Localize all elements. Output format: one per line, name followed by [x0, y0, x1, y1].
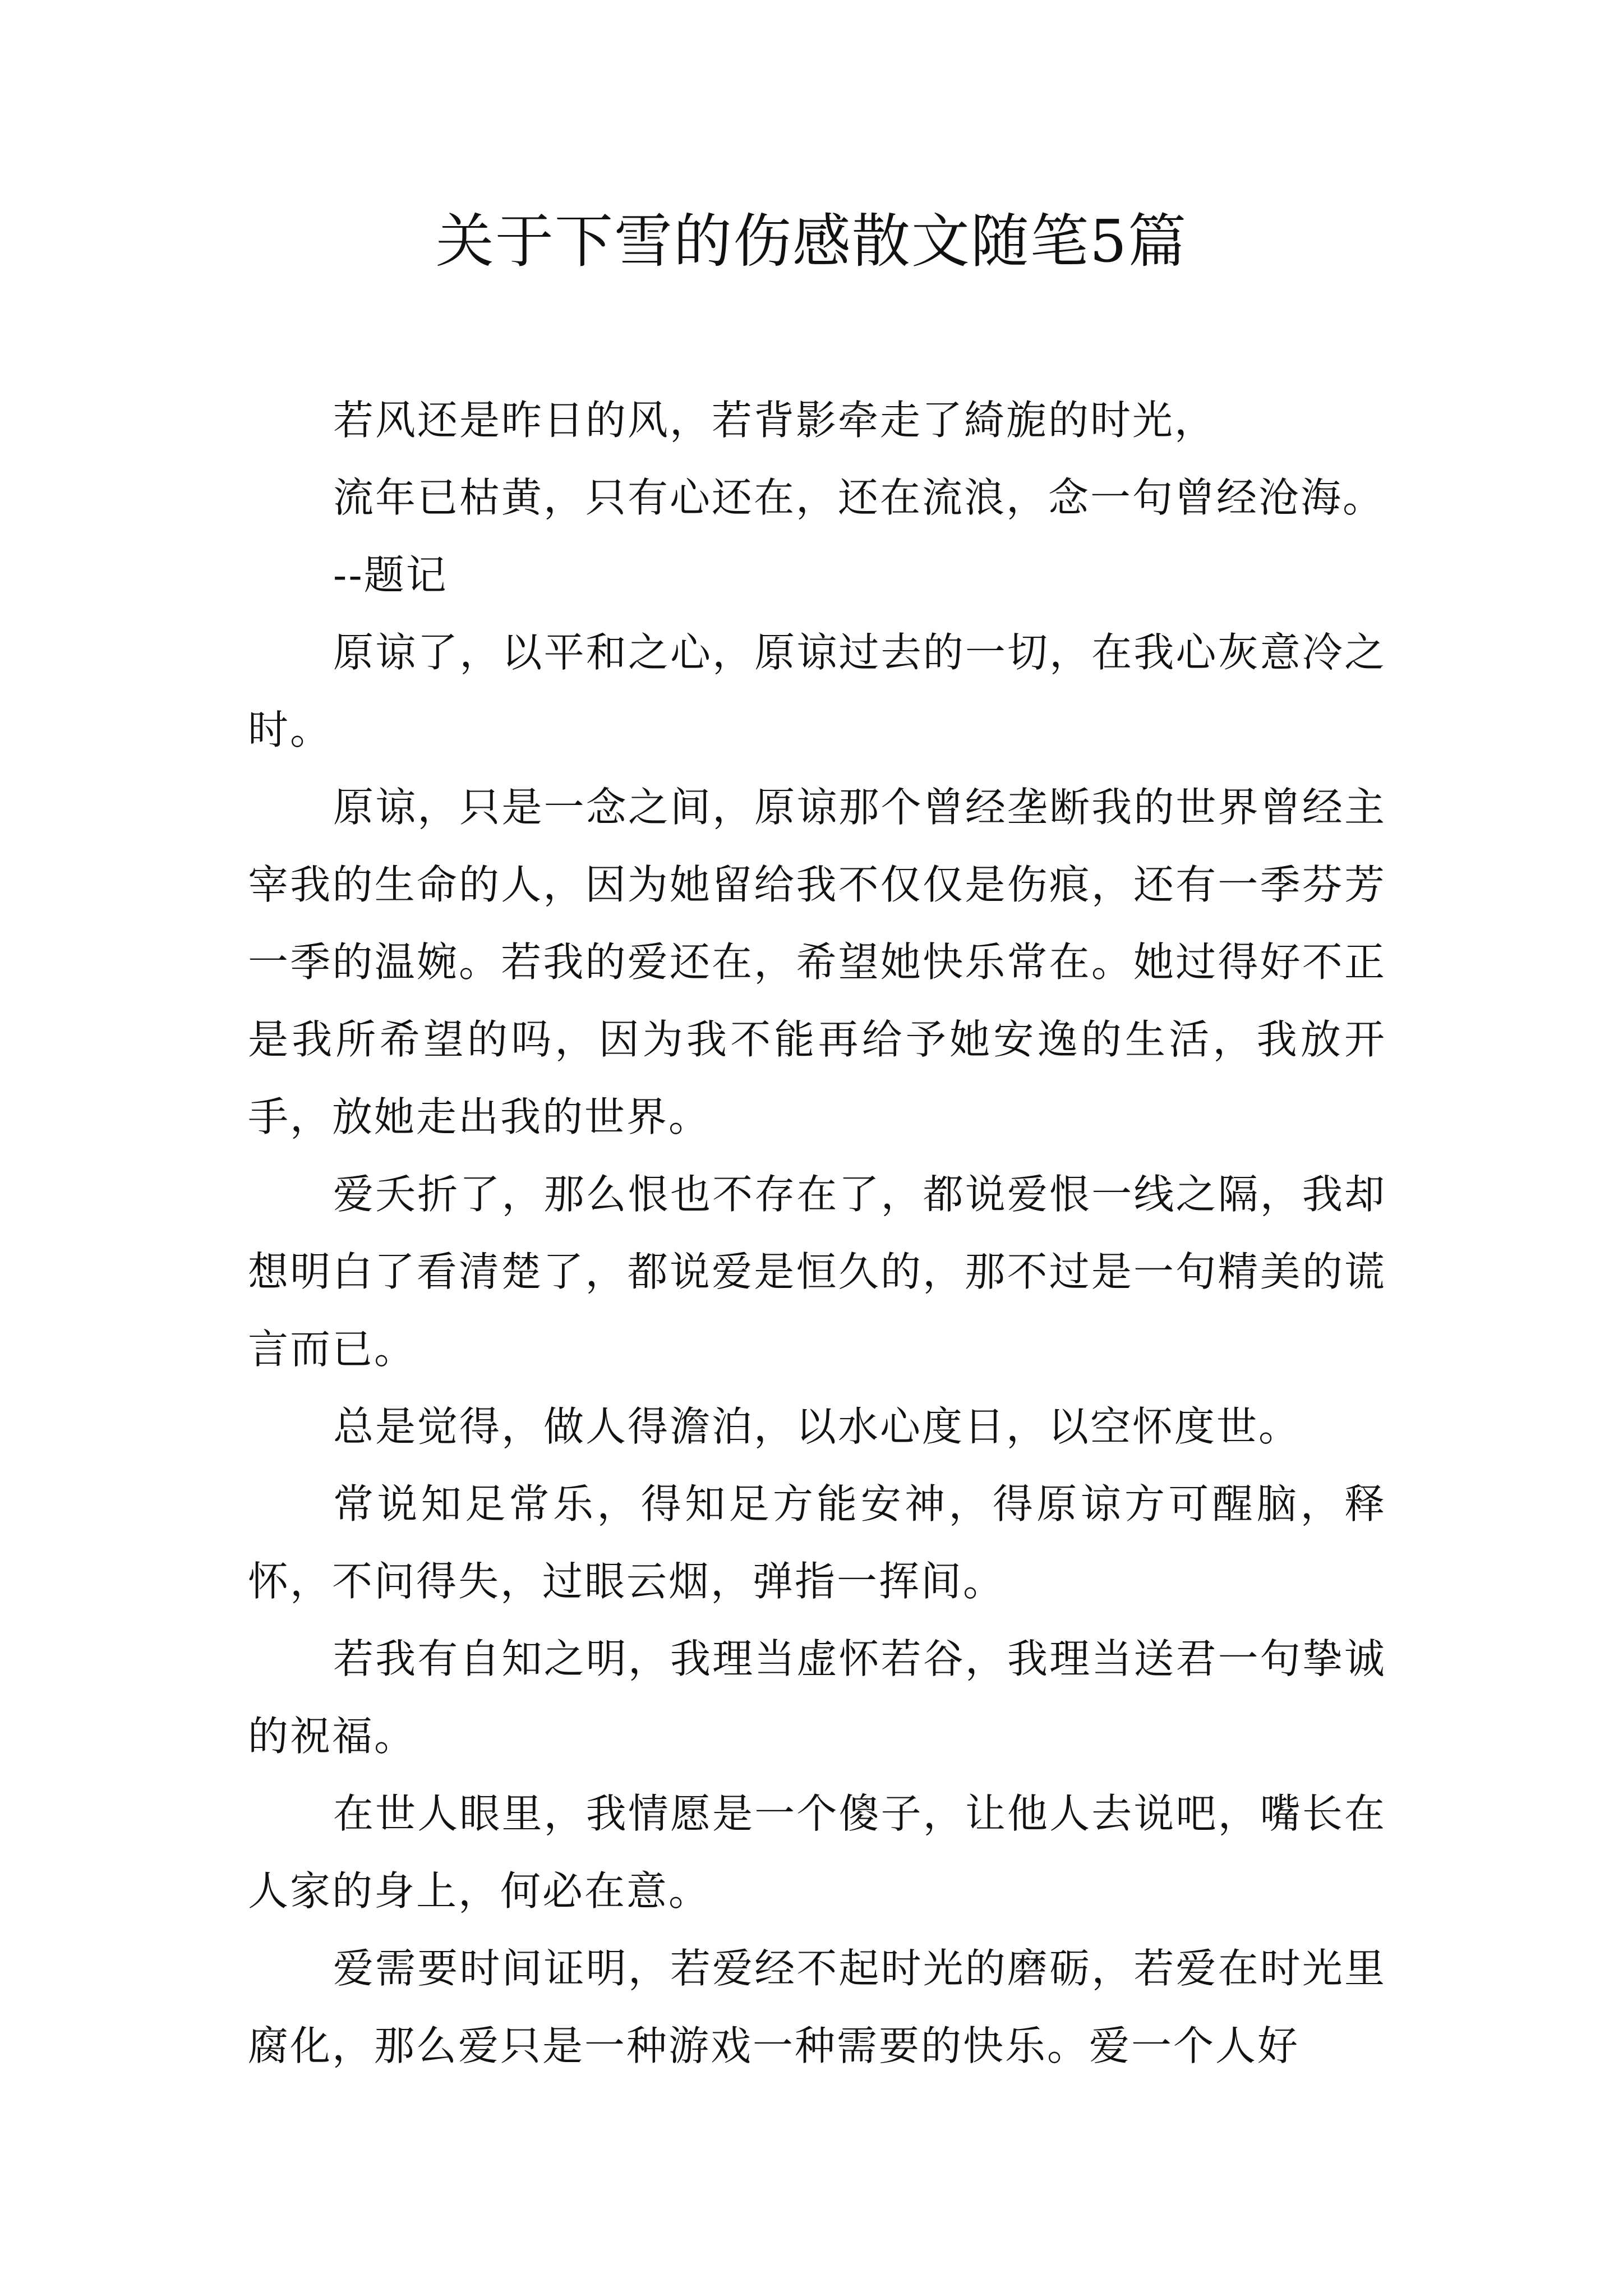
paragraph: 在世人眼里，我情愿是一个傻子，让他人去说吧，嘴长在人家的身上，何必在意。	[248, 1790, 1386, 1915]
paragraph: --题记	[333, 551, 448, 599]
paragraph: 流年已枯黄，只有心还在，还在流浪，念一句曾经沧海。	[333, 474, 1385, 521]
document-body	[248, 381, 1386, 2085]
paragraph: 常说知足常乐，得知足方能安神，得原谅方可醒脑，释怀，不问得失，过眼云烟，弹指一挥间。	[248, 1480, 1386, 1605]
document-title: 关于下雪的伤感散文随笔5篇	[435, 207, 1188, 275]
paragraph: 若我有自知之明，我理当虚怀若谷，我理当送君一句挚诚的祝福。	[248, 1635, 1386, 1760]
paragraph: 原谅了，以平和之心，原谅过去的一切，在我心灰意冷之时。	[248, 629, 1386, 753]
paragraph: 原谅，只是一念之间，原谅那个曾经垄断我的世界曾经主宰我的生命的人，因为她留给我不仅仅是伤痕，还有一季芬芳一季的温婉。若我的爱还在，希望她快乐常在。她过得好不正是我所希望的吗，因为我不能再给予她安逸的生活，我放开手，放她走出我的世界。	[248, 784, 1386, 1140]
paragraph: 爱夭折了，那么恨也不存在了，都说爱恨一线之隔，我却想明白了看清楚了，都说爱是恒久的，那不过是一句精美的谎言而已。	[248, 1171, 1386, 1373]
paragraph: 总是觉得，做人得澹泊，以水心度日，以空怀度世。	[333, 1403, 1301, 1450]
paragraph: 若风还是昨日的风，若背影牵走了綺旎的时光，	[333, 397, 1217, 444]
paragraph: 爱需要时间证明，若爱经不起时光的磨砺，若爱在时光里腐化，那么爱只是一种游戏一种需要的快乐。爱一个人好	[248, 1945, 1386, 2069]
